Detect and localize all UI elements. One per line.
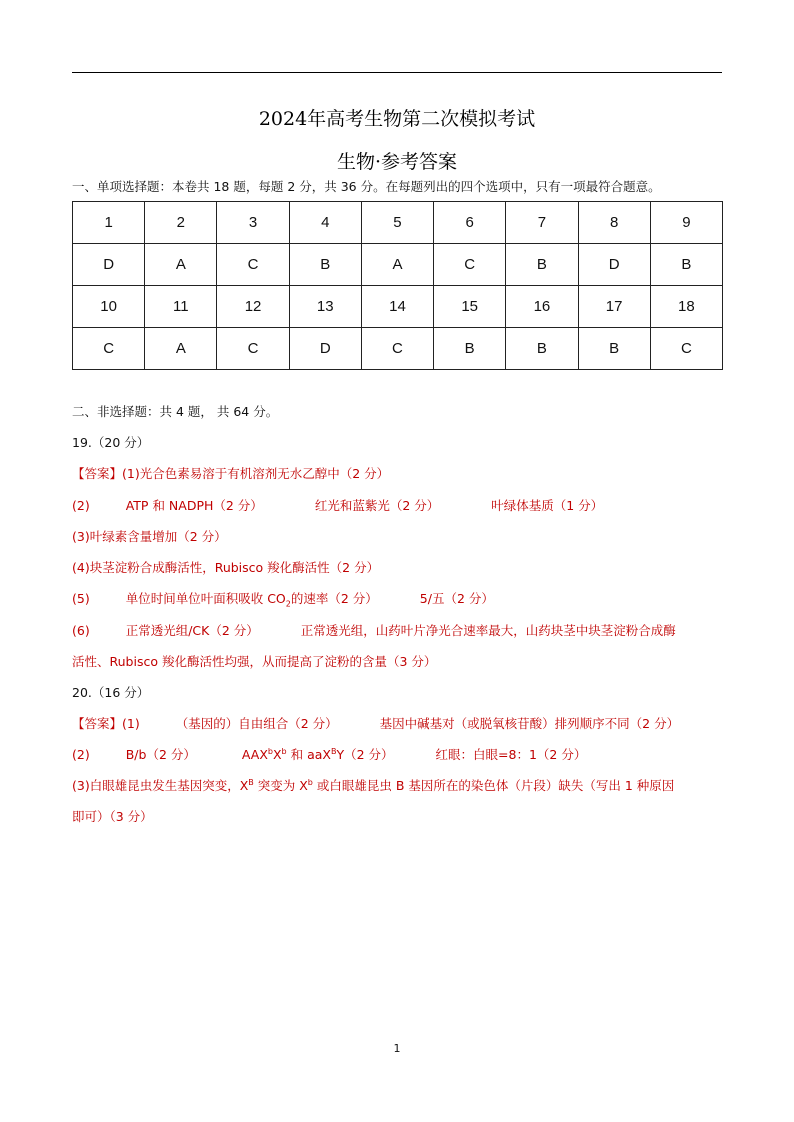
subscript: 2 <box>285 599 291 609</box>
table-cell: 17 <box>578 286 650 328</box>
answer-bracket: 【答案】 <box>72 716 123 731</box>
genotype-part: X <box>272 747 282 762</box>
table-cell: 4 <box>289 202 361 244</box>
answer-text: 单位时间单位叶面积吸收 CO <box>125 591 286 606</box>
q20-answer-line-4: 即可）（3 分） <box>72 809 153 824</box>
table-cell: 13 <box>289 286 361 328</box>
table-cell: C <box>217 328 289 370</box>
table-cell: 14 <box>361 286 433 328</box>
table-cell: D <box>289 328 361 370</box>
table-row <box>73 244 723 286</box>
superscript: B <box>248 777 254 787</box>
answer-number: (1) <box>122 716 140 731</box>
table-cell: 18 <box>650 286 722 328</box>
answer-number: (2) <box>72 747 90 762</box>
table-cell: C <box>73 328 145 370</box>
q19-answer-line-2 <box>72 496 603 514</box>
answer-number: (2) <box>72 498 90 513</box>
table-row <box>73 286 723 328</box>
q19-header: 19.（20 分） <box>72 435 150 450</box>
q20-answer-line-3 <box>72 776 674 794</box>
table-cell: B <box>578 328 650 370</box>
answer-table <box>72 201 723 370</box>
superscript: b <box>267 746 273 756</box>
table-cell: 12 <box>217 286 289 328</box>
answer-text: 基因中碱基对（或脱氧核苷酸）排列顺序不同（2 分） <box>379 716 680 731</box>
q19-answer-line-7: 活性、Rubisco 羧化酶活性均强，从而提高了淀粉的含量（3 分） <box>72 654 437 669</box>
superscript: b <box>307 777 313 787</box>
genotype-part: AAX <box>241 747 268 762</box>
table-cell: D <box>578 244 650 286</box>
genotype-part: Y（2 分） <box>336 747 394 762</box>
table-row <box>73 202 723 244</box>
table-cell: 5 <box>361 202 433 244</box>
answer-number: (6) <box>72 623 90 638</box>
section2-heading: 二、非选择题：共 4 题， 共 64 分。 <box>72 404 279 419</box>
table-cell: 10 <box>73 286 145 328</box>
answer-text: （基因的）自由组合（2 分） <box>175 716 338 731</box>
superscript: b <box>281 746 287 756</box>
answer-text: 叶绿体基质（1 分） <box>491 498 604 513</box>
table-cell: B <box>434 328 506 370</box>
q20-answer-line-1 <box>72 714 679 732</box>
answer-text: 红光和蓝紫光（2 分） <box>314 498 440 513</box>
top-rule <box>72 72 722 73</box>
answer-text: (1)光合色素易溶于有机溶剂无水乙醇中（2 分） <box>122 466 390 481</box>
answer-text: 正常透光组，山药叶片净光合速率最大，山药块茎中块茎淀粉合成酶 <box>300 623 676 638</box>
table-cell: 9 <box>650 202 722 244</box>
answer-text: (3)白眼雄昆虫发生基因突变，X <box>72 778 249 793</box>
q20-header: 20.（16 分） <box>72 685 150 700</box>
q19-answer-line-1 <box>72 464 389 482</box>
table-cell: C <box>361 328 433 370</box>
table-cell: 2 <box>145 202 217 244</box>
superscript: B <box>330 746 337 756</box>
table-cell: 1 <box>73 202 145 244</box>
table-cell: B <box>650 244 722 286</box>
answer-text: 或白眼雄昆虫 B 基因所在的染色体（片段）缺失（写出 1 种原因 <box>312 778 675 793</box>
answer-bracket: 【答案】 <box>72 466 123 481</box>
table-cell: 8 <box>578 202 650 244</box>
table-row <box>73 328 723 370</box>
page-title: 2024年高考生物第二次模拟考试 <box>258 108 536 130</box>
table-cell: 11 <box>145 286 217 328</box>
table-cell: 16 <box>506 286 578 328</box>
table-cell: C <box>650 328 722 370</box>
answer-text: ATP 和 NADPH（2 分） <box>125 498 263 513</box>
table-cell: A <box>145 244 217 286</box>
table-cell: 3 <box>217 202 289 244</box>
page-subtitle: 生物·参考答案 <box>336 151 458 173</box>
table-cell: B <box>506 244 578 286</box>
answer-text: B/b（2 分） <box>125 747 196 762</box>
table-cell: D <box>73 244 145 286</box>
table-cell: A <box>145 328 217 370</box>
table-cell: 6 <box>434 202 506 244</box>
table-cell: C <box>434 244 506 286</box>
answer-number: (5) <box>72 591 90 606</box>
table-cell: B <box>506 328 578 370</box>
q19-answer-line-5 <box>72 589 494 609</box>
table-cell: C <box>217 244 289 286</box>
q19-answer-line-4: (4)块茎淀粉合成酶活性，Rubisco 羧化酶活性（2 分） <box>72 560 380 575</box>
q20-answer-line-2 <box>72 745 586 763</box>
answer-text: 突变为 X <box>253 778 308 793</box>
section1-heading: 一、单项选择题：本卷共 18 题，每题 2 分，共 36 分。在每题列出的四个选项中，只有一项最符合题意。 <box>72 179 661 194</box>
table-cell: 15 <box>434 286 506 328</box>
genotype-text <box>242 747 394 762</box>
answer-text: 5/五（2 分） <box>419 591 494 606</box>
page-number: 1 <box>393 1042 401 1055</box>
table-cell: 7 <box>506 202 578 244</box>
q19-answer-line-6 <box>72 621 676 639</box>
q19-answer-line-3: (3)叶绿素含量增加（2 分） <box>72 529 227 544</box>
answer-text: 正常透光组/CK（2 分） <box>125 623 259 638</box>
table-cell: B <box>289 244 361 286</box>
answer-text: 的速率（2 分） <box>290 591 378 606</box>
table-cell: A <box>361 244 433 286</box>
genotype-part: 和 aaX <box>286 747 331 762</box>
answer-text: 红眼：白眼=8：1（2 分） <box>435 747 587 762</box>
